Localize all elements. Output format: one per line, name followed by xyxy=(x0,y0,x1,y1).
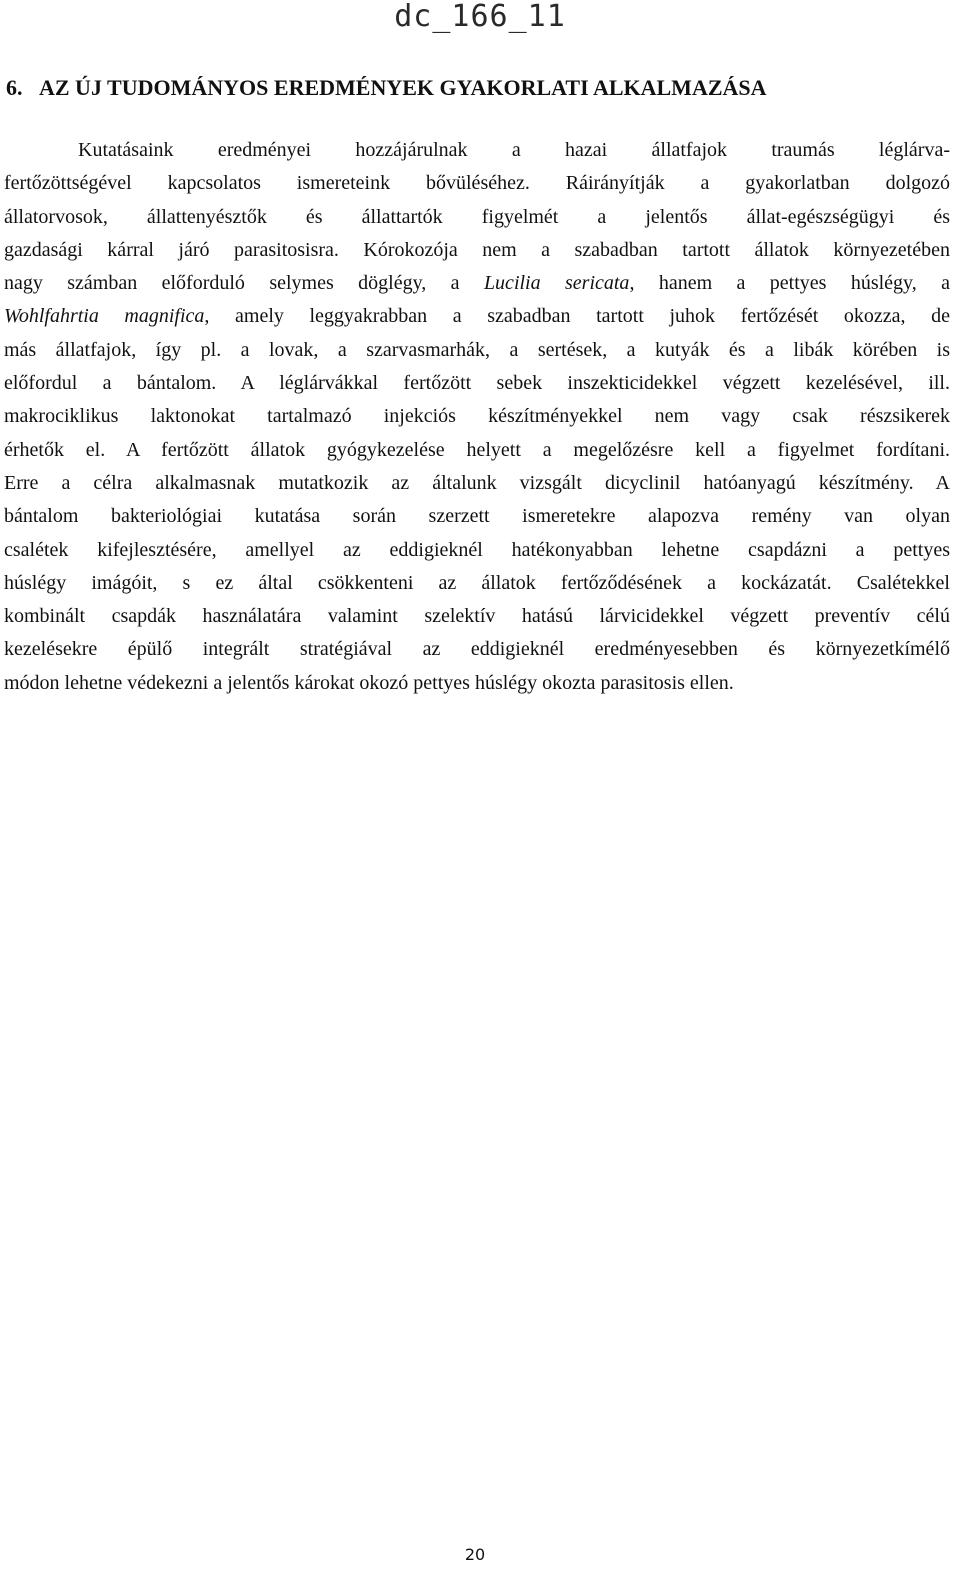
paragraph-line: makrociklikus laktonokat tartalmazó injekciós készítményekkel nem vagy csak részsikerek xyxy=(4,405,950,428)
species-name: Wohlfahrtia magnifica xyxy=(4,305,205,328)
page-number: 20 xyxy=(464,1545,486,1564)
paragraph-line: érhetők el. A fertőzött állatok gyógykezelése helyett a megelőzésre kell a figyelmet fordítani. xyxy=(4,438,950,461)
paragraph-line: Erre a célra alkalmasnak mutatkozik az általunk vizsgált dicyclinil hatóanyagú készítmény. A xyxy=(4,471,950,494)
paragraph-line: állatorvosok, állattenyésztők és állattartók figyelmét a jelentős állat-egészségügyi és xyxy=(4,205,950,228)
paragraph-line: húslégy imágóit, s ez által csökkenteni az állatok fertőződésének a kockázatát. Csalétekkel xyxy=(4,571,950,594)
line-text: , hanem a pettyes húslégy, a xyxy=(629,272,951,295)
paragraph-line: Kutatásaink eredményei hozzájárulnak a hazai állatfajok traumás léglárva- xyxy=(78,139,950,161)
paragraph-line: fertőzöttségével kapcsolatos ismereteink bővüléséhez. Ráirányítják a gyakorlatban dolgozó xyxy=(4,172,950,195)
line-text: , amely leggyakrabban a szabadban tartott juhok fertőzését okozza, de xyxy=(204,305,951,328)
paragraph-line xyxy=(4,300,950,333)
section-heading xyxy=(6,74,767,102)
species-name: Lucilia sericata xyxy=(483,272,630,295)
section-number: 6. xyxy=(6,75,23,100)
body-paragraph xyxy=(4,134,950,700)
paragraph-line: módon lehetne védekezni a jelentős károkat okozó pettyes húslégy okozta parasitosis ellen. xyxy=(4,671,734,694)
paragraph-line: csalétek kifejlesztésére, amellyel az eddigieknél hatékonyabban lehetne csapdázni a pettyes xyxy=(4,538,950,561)
paragraph-line: kombinált csapdák használatára valamint szelektív hatású lárvicidekkel végzett preventív célú xyxy=(4,605,950,628)
document-id: dc_166_11 xyxy=(394,0,566,34)
paragraph-line: előfordul a bántalom. A léglárvákkal fertőzött sebek inszekticidekkel végzett kezelésével, ill. xyxy=(4,372,950,395)
paragraph-line: kezelésekre épülő integrált stratégiával az eddigieknél eredményesebben és környezetkímélő xyxy=(4,638,950,661)
paragraph-line: más állatfajok, így pl. a lovak, a szarvasmarhák, a sertések, a kutyák és a libák körében is xyxy=(4,338,950,361)
line-text: nagy számban előforduló selymes döglégy, a xyxy=(4,272,484,295)
paragraph-line: gazdasági kárral járó parasitosisra. Kórokozója nem a szabadban tartott állatok környezetében xyxy=(4,238,950,261)
paragraph-line xyxy=(4,267,950,300)
paragraph-line: bántalom bakteriológiai kutatása során szerzett ismeretekre alapozva remény van olyan xyxy=(4,505,950,528)
section-title: AZ ÚJ TUDOMÁNYOS EREDMÉNYEK GYAKORLATI ALKALMAZÁSA xyxy=(39,75,767,100)
